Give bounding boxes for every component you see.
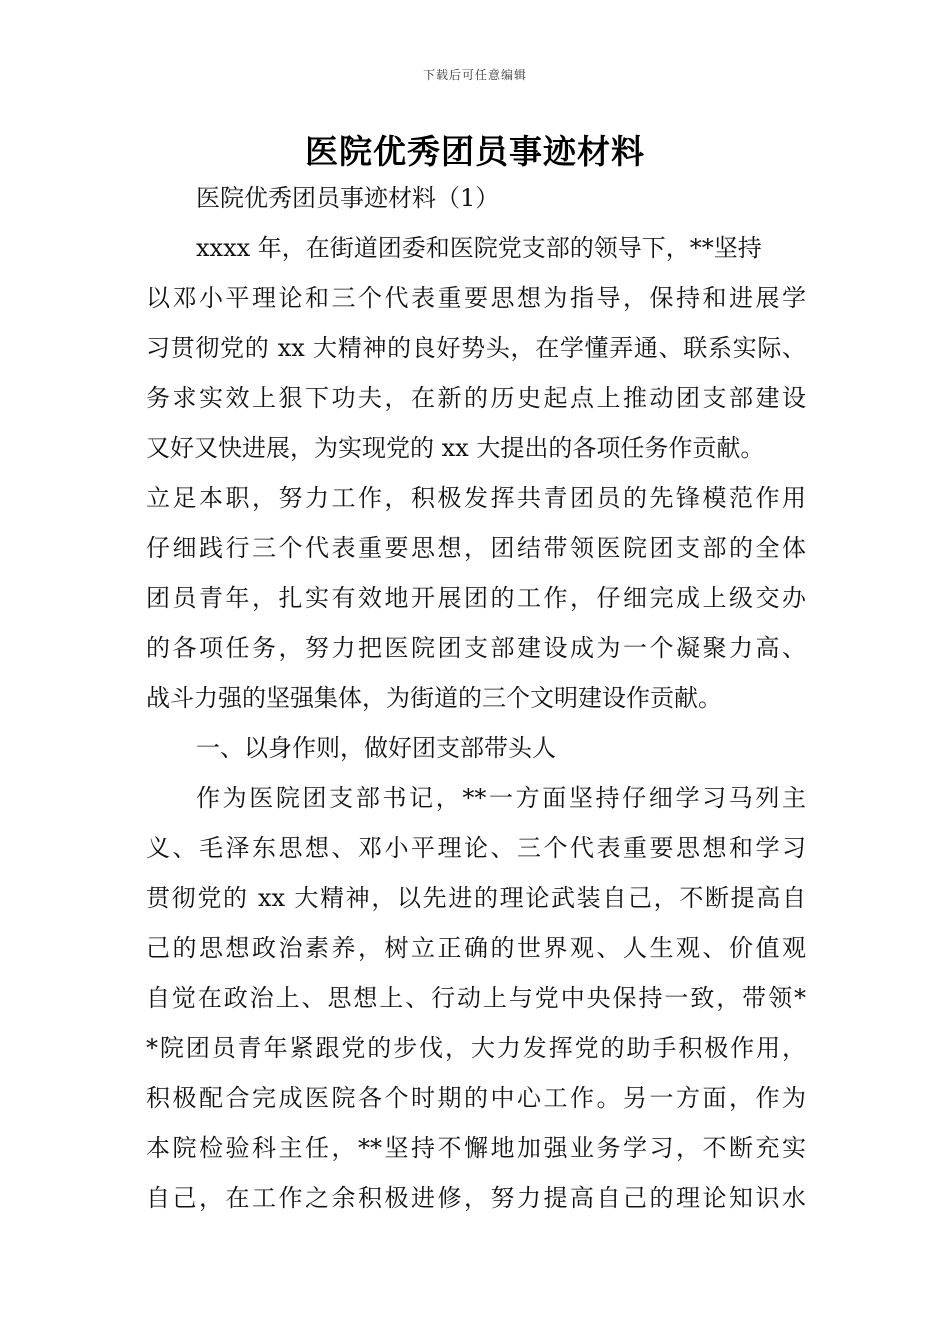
paragraph-line: 仔细践行三个代表重要思想，团结带领医院团支部的全体 bbox=[146, 534, 806, 562]
paragraph-line: 积极配合完成医院各个时期的中心工作。另一方面，作为 bbox=[146, 1084, 806, 1112]
paragraph-line: 务求实效上狠下功夫，在新的历史起点上推动团支部建设 bbox=[146, 384, 806, 412]
paragraph-line: 又好又快进展，为实现党的 xx 大提出的各项任务作贡献。 bbox=[146, 434, 765, 462]
paragraph-line: 习贯彻党的 xx 大精神的良好势头，在学懂弄通、联系实际、 bbox=[146, 334, 806, 362]
section-heading: 一、以身作则，做好团支部带头人 bbox=[196, 734, 556, 762]
paragraph-line: 立足本职，努力工作，积极发挥共青团员的先锋模范作用 bbox=[146, 484, 806, 512]
paragraph-line: 义、毛泽东思想、邓小平理论、三个代表重要思想和学习 bbox=[146, 834, 806, 862]
paragraph-line: 自觉在政治上、思想上、行动上与党中央保持一致，带领* bbox=[146, 984, 806, 1012]
paragraph-line: 本院检验科主任，**坚持不懈地加强业务学习，不断充实 bbox=[146, 1134, 806, 1162]
paragraph-line: 贯彻党的 xx 大精神，以先进的理论武装自己，不断提高自 bbox=[146, 884, 806, 912]
paragraph-line: 团员青年，扎实有效地开展团的工作，仔细完成上级交办 bbox=[146, 584, 806, 612]
paragraph-line: 战斗力强的坚强集体，为街道的三个文明建设作贡献。 bbox=[146, 684, 722, 712]
paragraph-line: *院团员青年紧跟党的步伐，大力发挥党的助手积极作用， bbox=[146, 1034, 806, 1062]
paragraph-line: 的各项任务，努力把医院团支部建设成为一个凝聚力高、 bbox=[146, 634, 806, 662]
header-note: 下载后可任意编辑 bbox=[422, 68, 527, 82]
paragraph-line: 己的思想政治素养，树立正确的世界观、人生观、价值观 bbox=[146, 934, 806, 962]
paragraph-line: 自己，在工作之余积极进修，努力提高自己的理论知识水 bbox=[146, 1184, 806, 1212]
paragraph-line: 以邓小平理论和三个代表重要思想为指导，保持和进展学 bbox=[146, 284, 806, 312]
section-heading: 医院优秀团员事迹材料（1） bbox=[196, 184, 500, 212]
paragraph-line: xxxx 年，在街道团委和医院党支部的领导下，**坚持 bbox=[196, 234, 762, 262]
document-title: 医院优秀团员事迹材料 bbox=[305, 132, 645, 171]
paragraph-line: 作为医院团支部书记，**一方面坚持仔细学习马列主 bbox=[196, 784, 806, 812]
